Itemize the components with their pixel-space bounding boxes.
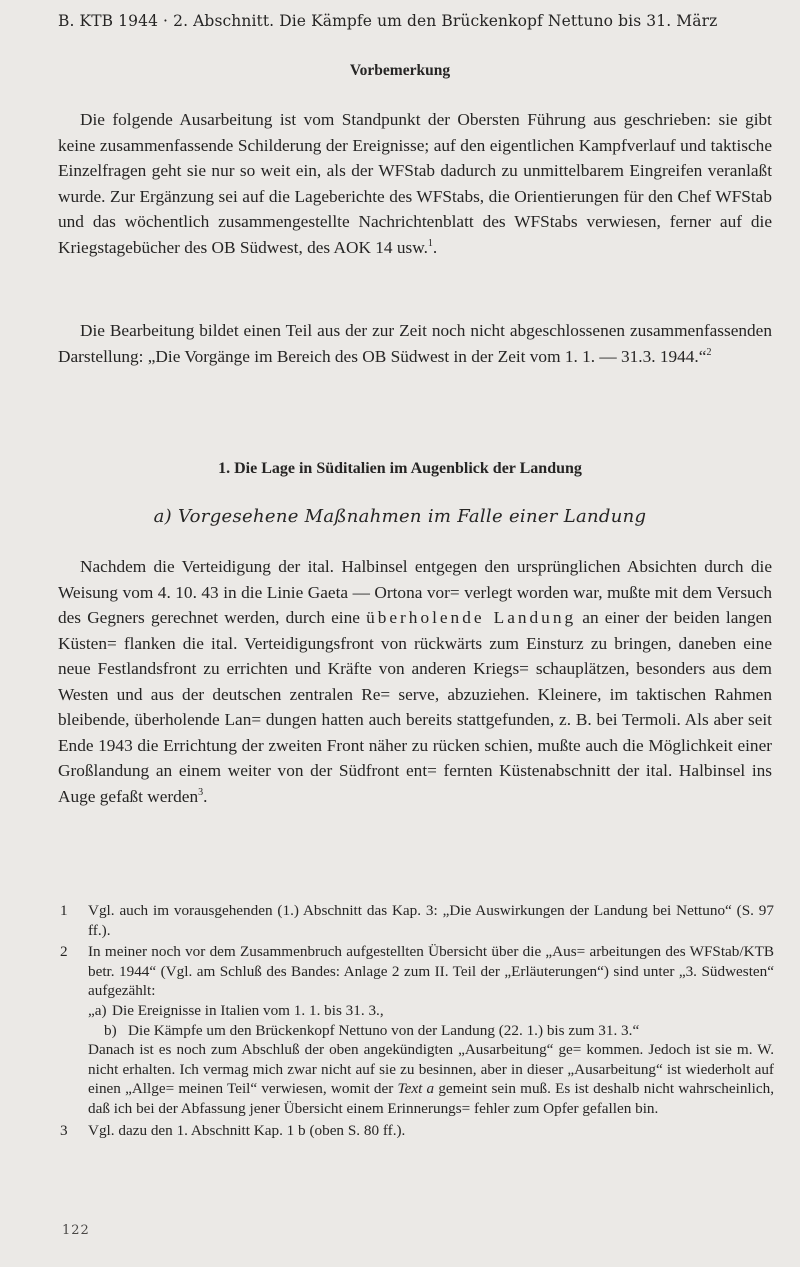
- spaced-emphasis: überholende Landung: [366, 608, 577, 627]
- preface-paragraph-1: [58, 107, 772, 260]
- footnote-ref-1[interactable]: 1: [427, 237, 433, 249]
- page-number: 122: [62, 1223, 90, 1238]
- preface-p1-end: .: [432, 237, 438, 257]
- footnote-ref-3[interactable]: 3: [198, 786, 204, 798]
- footnote-3: [58, 1121, 774, 1141]
- preface-p2-text: Die Bearbeitung bildet einen Teil aus der zur Zeit noch nicht abgeschlossenen zusammenfassenden Darstellung: „Die Vorgänge im Bereich des OB Südwest in der Zeit vom 1. 1. — 31.3. 1944.“: [58, 321, 772, 366]
- footnote-tail-b: gemeint sein muß. Es ist deshalb nicht wahrscheinlich, daß ich bei der Abfassung jener Übersicht einem Erinnerungs= fehler zum Opfer gefallen bin.: [88, 1080, 775, 1117]
- footnote-text: Vgl. auch im vorausgehenden (1.) Abschnitt das Kap. 3: „Die Auswirkungen der Landung bei Nettuno“ (S. 97 ff.).: [88, 902, 774, 939]
- footnote-number: 3: [60, 1121, 68, 1139]
- preface-paragraph-2: [58, 318, 772, 369]
- chapter-p3-text-a: Nachdem die Verteidigung der ital. Halbinsel entgegen den ursprünglichen Absichten durch die Weisung vom 4. 10. 43 in die Linie Gaeta — Ortona vor= verlegt worden war, mußte mit dem Versuch des Gegners gerechnet werden, durch eine: [58, 557, 772, 627]
- footnote-2: [58, 942, 774, 1118]
- list-label: „a): [88, 1001, 107, 1019]
- list-text: Die Kämpfe um den Brückenkopf Nettuno von der Landung (22. 1.) bis zum 31. 3.“: [128, 1021, 640, 1039]
- chapter-subtitle: a) Vorgesehene Maßnahmen im Falle einer Landung: [153, 506, 647, 527]
- footnote-1: [58, 901, 774, 940]
- footnote-continuation: [88, 1040, 774, 1118]
- italic-reference: Text a: [397, 1080, 435, 1098]
- footnote-ref-2[interactable]: 2: [706, 346, 712, 358]
- list-label: b): [104, 1021, 117, 1039]
- footnote-text: Vgl. dazu den 1. Abschnitt Kap. 1 b (oben S. 80 ff.).: [88, 1121, 406, 1139]
- footnote-list-item-b: [88, 1021, 774, 1041]
- list-text: Die Ereignisse in Italien vom 1. 1. bis 31. 3.,: [112, 1001, 384, 1019]
- footnote-number: 2: [60, 943, 68, 961]
- footnotes: [58, 901, 774, 1142]
- footnote-text: In meiner noch vor dem Zusammenbruch aufgestellten Übersicht über die „Aus= arbeitungen des WFStab/KTB betr. 1944“ (Vgl. am Schluß des Bandes: Anlage 2 zum II. Teil der „Erläuterungen“) sind unter „3. Südwesten“ aufgezählt:: [88, 943, 774, 1000]
- chapter-title: 1. Die Lage in Süditalien im Augenblick der Landung: [218, 460, 582, 477]
- chapter-p3-text-b: an einer der beiden langen Küsten= flanken die ital. Verteidigungsfront von rückwärts zum Einsturz zu bringen, daneben eine neue Festlandsfront zu errichten und Kräfte von anderen Kriegs= schauplätzen, besonders aus dem Westen und aus der deutschen zentralen Re= serve, abzuziehen. Kleinere, im taktischen Rahmen bleibende, überholende Lan= dungen hatten auch bereits stattgefunden, z. B. bei Termoli. Als aber seit Ende 1943 die Errichtung der zweiten Front näher zu rücken schien, mußte auch die Möglichkeit einer Großlandung an einem weiter von der Südfront ent= fernten Küstenabschnitt der ital. Halbinsel ins Auge gefaßt werden: [58, 608, 772, 806]
- chapter-p3-end: .: [203, 786, 208, 806]
- footnote-tail-a: Danach ist es noch zum Abschluß der oben angekündigten „Ausarbeitung“ ge= kommen. Jedoch ist sie m. W. nicht erhalten. Ich vermag mich zwar nicht auf sie zu besinnen, aber in dieser „Ausarbeitung“ ist wiederholt auf einen „Allge= meinen Teil“ verwiesen, womit der: [88, 1041, 774, 1098]
- preface-title: Vorbemerkung: [349, 62, 451, 79]
- preface-p1-text: Die folgende Ausarbeitung ist vom Standpunkt der Obersten Führung aus geschrieben: sie gibt keine zusammenfassende Schilderung der Ereignisse; auf den eigentlichen Kampfverlauf und taktische Einzelfragen geht sie nur so weit ein, als der WFStab dadurch zu unmittelbarem Eingreifen veranlaßt wurde. Zur Ergänzung sei auf die Lageberichte des WFStabs, die Orientierungen für den Chef WFStab und das wöchentlich zusammengestellte Nachrichtenblatt des WFStabs verwiesen, ferner auf die Kriegstagebücher des OB Südwest, des AOK 14 usw.: [58, 110, 772, 257]
- running-head: B. KTB 1944 · 2. Abschnitt. Die Kämpfe um den Brückenkopf Nettuno bis 31. März: [58, 12, 718, 30]
- footnote-list-item-a: [88, 1001, 774, 1021]
- chapter-paragraph: [58, 554, 772, 809]
- footnote-number: 1: [60, 902, 68, 919]
